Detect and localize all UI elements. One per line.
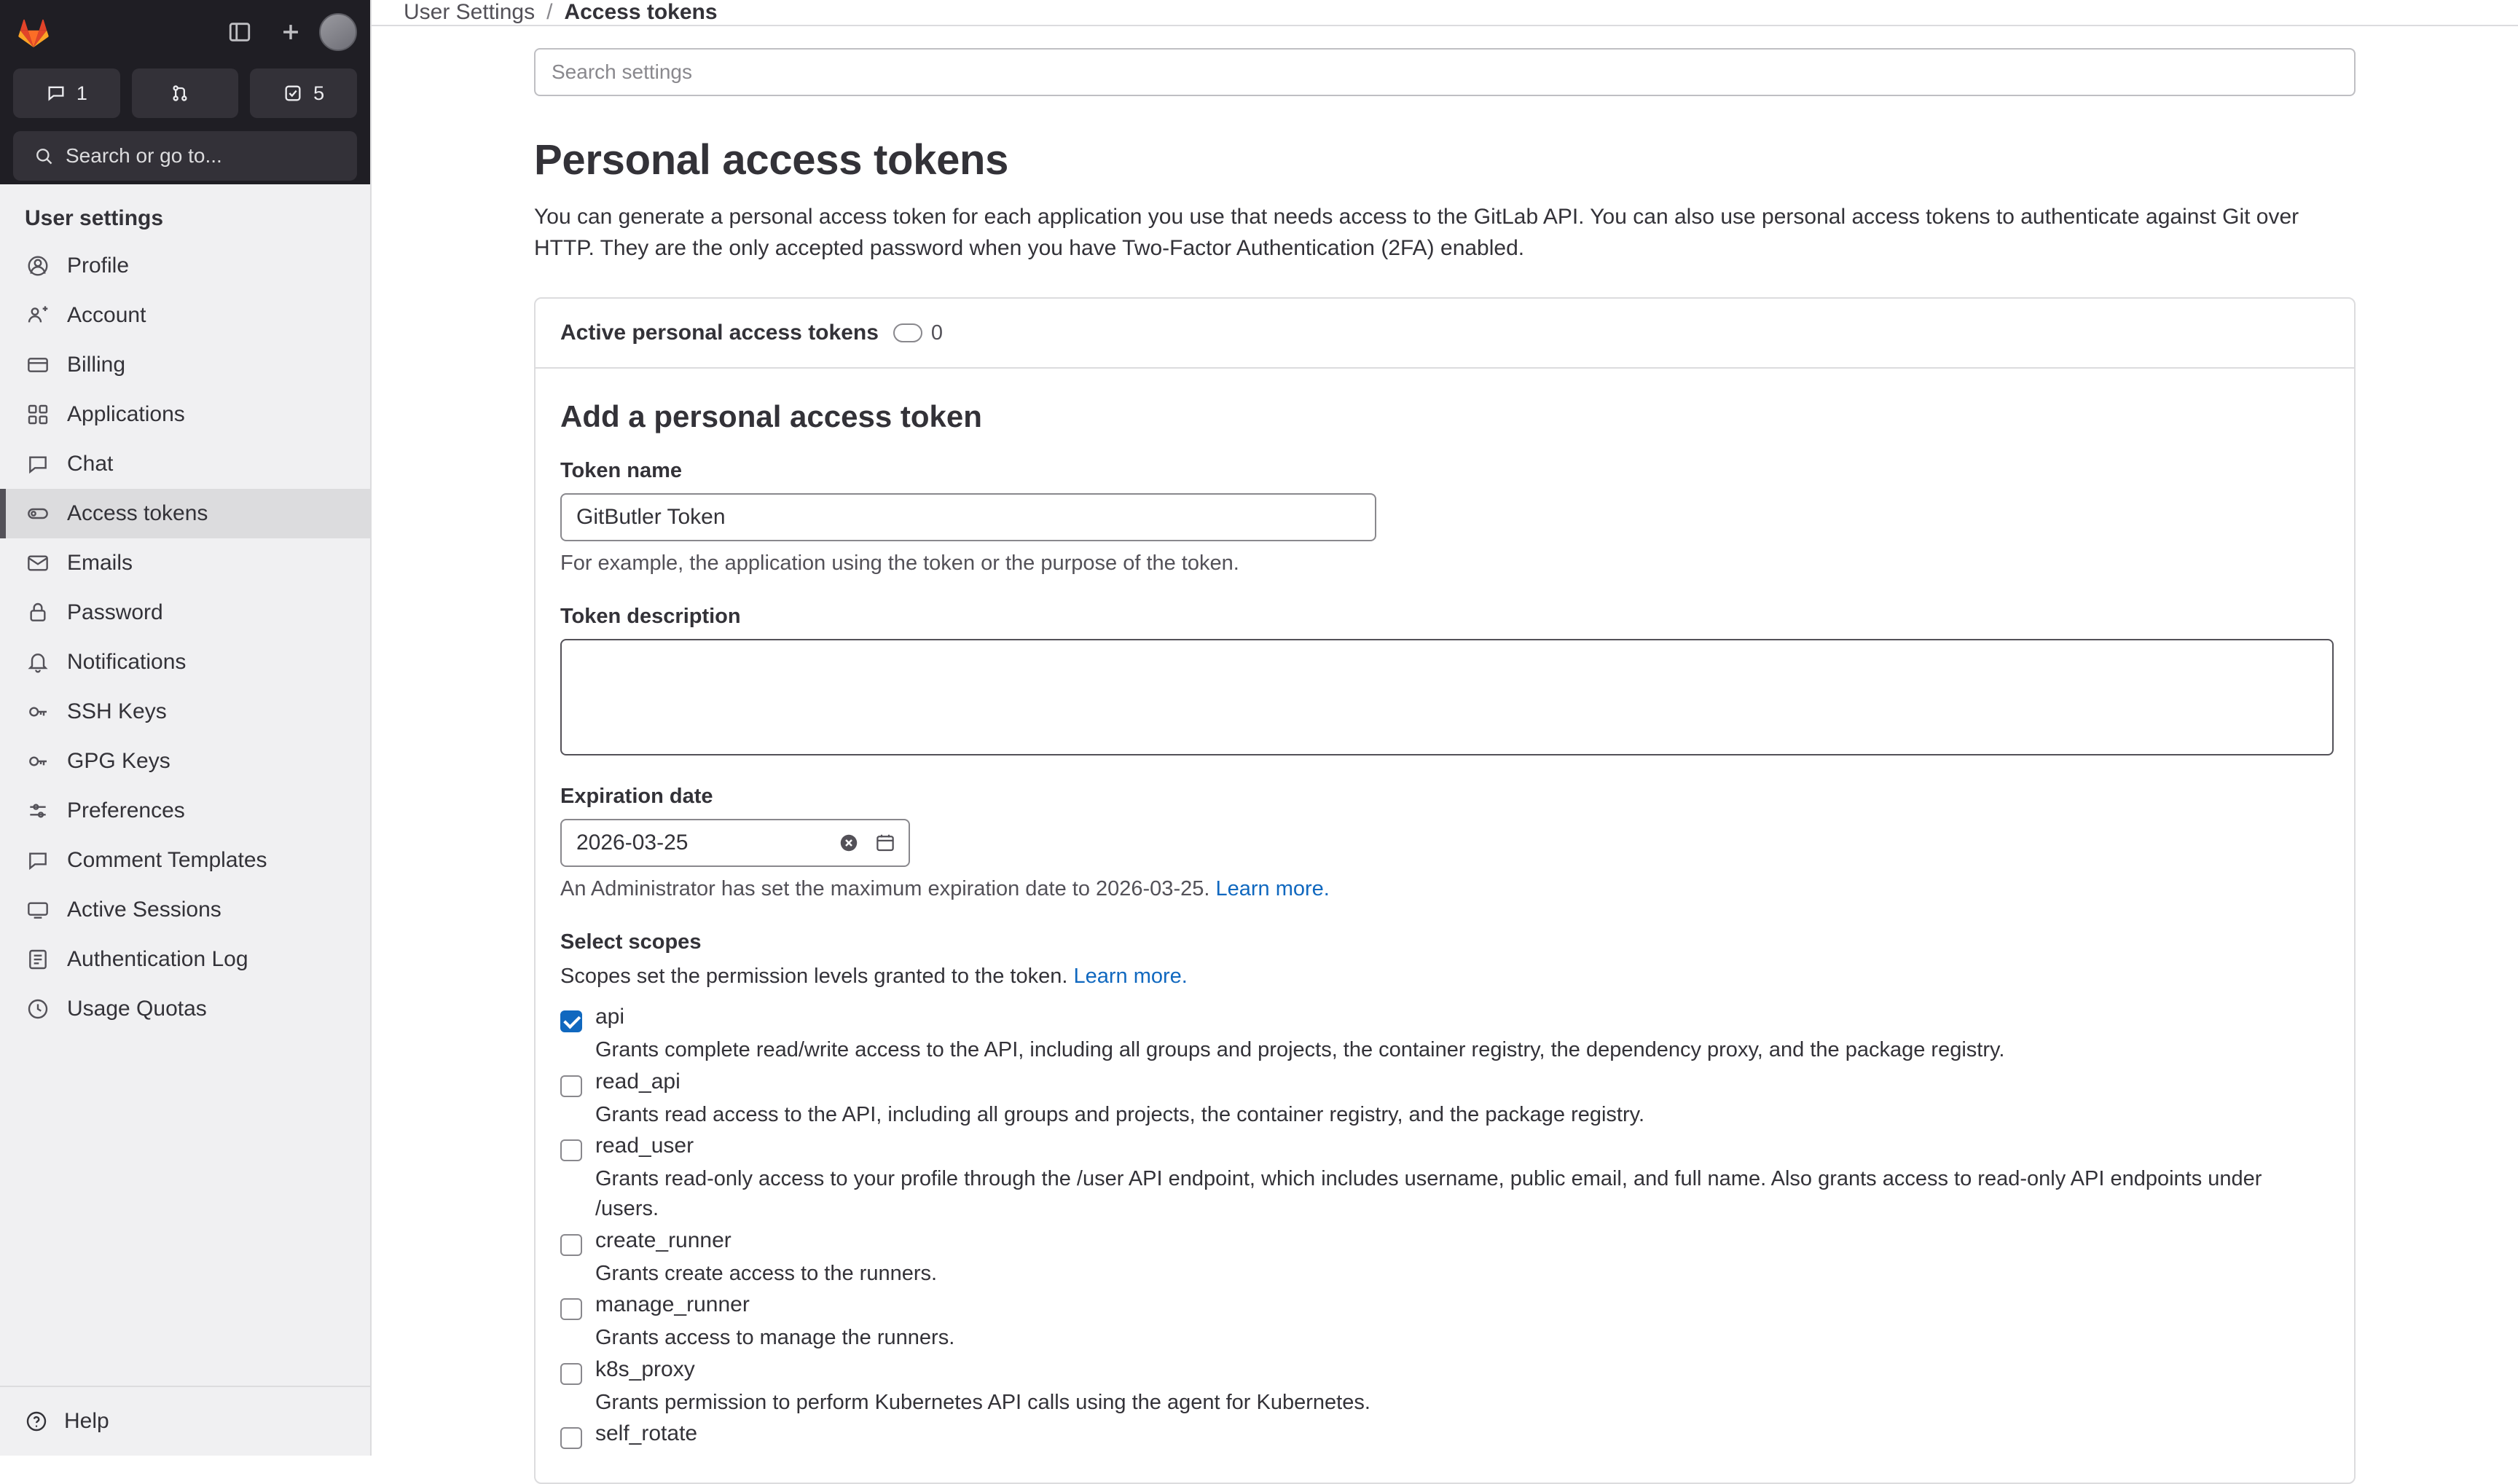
sidebar-item-active-sessions[interactable] — [0, 885, 370, 935]
expiration-date-input[interactable] — [560, 819, 910, 867]
issues-icon — [46, 83, 66, 103]
scope-label-self-rotate[interactable]: self_rotate — [595, 1421, 698, 1446]
clear-circle-icon[interactable] — [836, 830, 862, 856]
content-scroll-area — [372, 26, 2518, 1484]
sidebar-topbar — [13, 0, 357, 64]
sidebar-item-label: Password — [67, 600, 163, 624]
sidebar-item-label: Preferences — [67, 798, 185, 823]
scope-item-api — [560, 1005, 2329, 1065]
breadcrumb — [372, 0, 2518, 26]
scope-checkbox-manage-runner[interactable] — [560, 1298, 582, 1320]
comment-icon — [25, 847, 51, 873]
scope-item-k8s-proxy — [560, 1357, 2329, 1418]
applications-icon — [25, 401, 51, 428]
sidebar-item-label: Usage Quotas — [67, 997, 207, 1021]
avatar[interactable] — [319, 13, 357, 51]
sidebar-item-comment-templates[interactable] — [0, 836, 370, 885]
sidebar-item-preferences[interactable] — [0, 786, 370, 836]
sidebar-counts — [13, 68, 357, 118]
active-tokens-title: Active personal access tokens — [560, 321, 879, 345]
page-title: Personal access tokens — [534, 136, 1009, 184]
help-button[interactable] — [0, 1386, 370, 1456]
token-description-textarea[interactable] — [560, 639, 2334, 755]
scope-label-read-user[interactable]: read_user — [595, 1134, 694, 1158]
toggle-sidebar-icon[interactable] — [217, 9, 262, 55]
add-token-form — [536, 369, 2354, 1483]
account-icon — [25, 302, 51, 329]
sidebar-item-notifications[interactable] — [0, 637, 370, 687]
scope-checkbox-api[interactable] — [560, 1010, 582, 1032]
scope-label-create-runner[interactable]: create_runner — [595, 1228, 732, 1252]
expiration-date-label: Expiration date — [560, 785, 713, 809]
search-button-label: Search or go to... — [66, 144, 222, 167]
sidebar-item-label: Billing — [67, 353, 126, 377]
scope-item-self-rotate — [560, 1421, 2329, 1449]
sidebar-item-profile[interactable] — [0, 241, 370, 291]
todos-count-value: 5 — [313, 82, 325, 104]
scope-checkbox-self-rotate[interactable] — [560, 1427, 582, 1449]
help-icon — [25, 1410, 48, 1433]
tokens-card — [534, 297, 2356, 1484]
expiration-date-value: 2026-03-25 — [576, 831, 689, 855]
merge-request-icon — [170, 83, 190, 103]
sidebar-item-billing[interactable] — [0, 340, 370, 390]
scope-checkbox-read-api[interactable] — [560, 1075, 582, 1097]
search-or-go-to-button[interactable] — [13, 131, 357, 181]
scopes-description — [560, 965, 2329, 989]
breadcrumb-separator: / — [546, 0, 553, 24]
sidebar-item-password[interactable] — [0, 588, 370, 637]
sidebar-heading: User settings — [25, 206, 164, 230]
issues-count-value: 1 — [76, 82, 87, 104]
todos-count[interactable] — [250, 68, 357, 118]
sidebar-item-label: Authentication Log — [67, 947, 248, 971]
select-scopes-label: Select scopes — [560, 930, 702, 954]
scope-label-manage-runner[interactable]: manage_runner — [595, 1292, 750, 1317]
issues-count[interactable] — [13, 68, 120, 118]
sidebar-item-usage-quotas[interactable] — [0, 984, 370, 1034]
calendar-icon[interactable] — [872, 830, 898, 856]
token-badge-icon — [893, 323, 922, 342]
page-intro: You can generate a personal access token for each application you use that needs access to the GitLab API. You can also use personal access tokens to authenticate against Git over HTTP. They are the only accepted password when you have Two-Factor Authentication (2FA) enabled. — [534, 205, 2299, 260]
sidebar-item-label: Chat — [67, 452, 114, 476]
scope-checkbox-create-runner[interactable] — [560, 1234, 582, 1256]
merge-requests-count[interactable] — [132, 68, 239, 118]
scopes-learn-more-link[interactable]: Learn more. — [1073, 965, 1188, 989]
scope-description-manage-runner: Grants access to manage the runners. — [595, 1326, 955, 1350]
token-name-help: For example, the application using the token or the purpose of the token. — [560, 551, 1239, 576]
sidebar-item-label: Access tokens — [67, 501, 208, 525]
sidebar-item-label: Profile — [67, 254, 130, 278]
sessions-icon — [25, 897, 51, 923]
sidebar-item-label: Comment Templates — [67, 848, 267, 872]
scope-item-create-runner — [560, 1228, 2329, 1289]
scope-item-read-api — [560, 1069, 2329, 1130]
token-icon — [25, 500, 51, 527]
sidebar-nav — [0, 241, 370, 1386]
sidebar-item-applications[interactable] — [0, 390, 370, 439]
key-icon — [25, 748, 51, 774]
quota-icon — [25, 996, 51, 1022]
token-name-label: Token name — [560, 459, 683, 483]
scope-description-create-runner: Grants create access to the runners. — [595, 1261, 938, 1285]
key-icon — [25, 699, 51, 725]
scope-description-read-user: Grants read-only access to your profile through the /user API endpoint, which includes username, public email, and full name. Also grants access to read-only API endpoints under /users. — [595, 1167, 2262, 1220]
expiration-help-text: An Administrator has set the maximum expiration date to 2026-03-25. — [560, 877, 1210, 901]
scope-item-manage-runner — [560, 1292, 2329, 1353]
sidebar-item-label: Emails — [67, 551, 133, 575]
form-section-title: Add a personal access token — [560, 399, 982, 434]
todo-check-icon — [283, 83, 303, 103]
expiration-help — [560, 877, 2329, 901]
sidebar-item-account[interactable] — [0, 291, 370, 340]
sidebar-item-gpg-keys[interactable] — [0, 737, 370, 786]
sidebar-item-label: SSH Keys — [67, 699, 167, 723]
scope-label-k8s-proxy[interactable]: k8s_proxy — [595, 1357, 695, 1381]
sidebar-item-authentication-log[interactable] — [0, 935, 370, 984]
sidebar-item-label: Applications — [67, 402, 185, 426]
gitlab-logo-icon[interactable] — [13, 12, 54, 52]
breadcrumb-parent[interactable]: User Settings — [404, 0, 536, 24]
search-settings-input[interactable]: Search settings — [534, 48, 2356, 96]
scope-label-api[interactable]: api — [595, 1005, 625, 1029]
sidebar-item-label: Active Sessions — [67, 898, 221, 922]
main-area — [372, 0, 2518, 1456]
sidebar-item-access-tokens[interactable] — [0, 489, 370, 538]
lock-icon — [25, 600, 51, 626]
scope-description-api: Grants complete read/write access to the API, including all groups and projects, the container registry, the dependency proxy, and the package registry. — [595, 1038, 2005, 1062]
sidebar-item-chat[interactable] — [0, 439, 370, 489]
scope-checkbox-k8s-proxy[interactable] — [560, 1363, 582, 1385]
sidebar-item-ssh-keys[interactable] — [0, 687, 370, 737]
scopes-description-text: Scopes set the permission levels granted to the token. — [560, 965, 1068, 989]
help-label: Help — [64, 1409, 109, 1433]
scope-item-read-user — [560, 1134, 2329, 1223]
token-name-input[interactable]: GitButler Token — [560, 493, 1376, 541]
active-tokens-header — [536, 299, 2354, 369]
scope-description-read-api: Grants read access to the API, including all groups and projects, the container registry, and the package registry. — [595, 1102, 1645, 1126]
token-description-label: Token description — [560, 605, 741, 629]
preferences-icon — [25, 798, 51, 824]
profile-icon — [25, 253, 51, 279]
active-tokens-count-value: 0 — [930, 321, 944, 345]
scope-label-read-api[interactable]: read_api — [595, 1069, 681, 1094]
email-icon — [25, 550, 51, 576]
content-inner — [534, 48, 2356, 1484]
chat-icon — [25, 451, 51, 477]
expiration-learn-more-link[interactable]: Learn more. — [1215, 877, 1330, 901]
sidebar-item-label: Notifications — [67, 650, 187, 674]
breadcrumb-current: Access tokens — [564, 0, 718, 24]
bell-icon — [25, 649, 51, 675]
log-icon — [25, 946, 51, 973]
scope-description-k8s-proxy: Grants permission to perform Kubernetes API calls using the agent for Kubernetes. — [595, 1390, 1370, 1414]
billing-icon — [25, 352, 51, 378]
sidebar-item-emails[interactable] — [0, 538, 370, 588]
sidebar-item-label: Account — [67, 303, 146, 327]
plus-icon[interactable] — [268, 9, 313, 55]
sidebar-top — [0, 0, 370, 184]
search-icon — [34, 146, 54, 166]
active-tokens-count — [893, 321, 943, 345]
sidebar — [0, 0, 372, 1456]
scope-checkbox-read-user[interactable] — [560, 1139, 582, 1161]
sidebar-item-label: GPG Keys — [67, 749, 170, 773]
